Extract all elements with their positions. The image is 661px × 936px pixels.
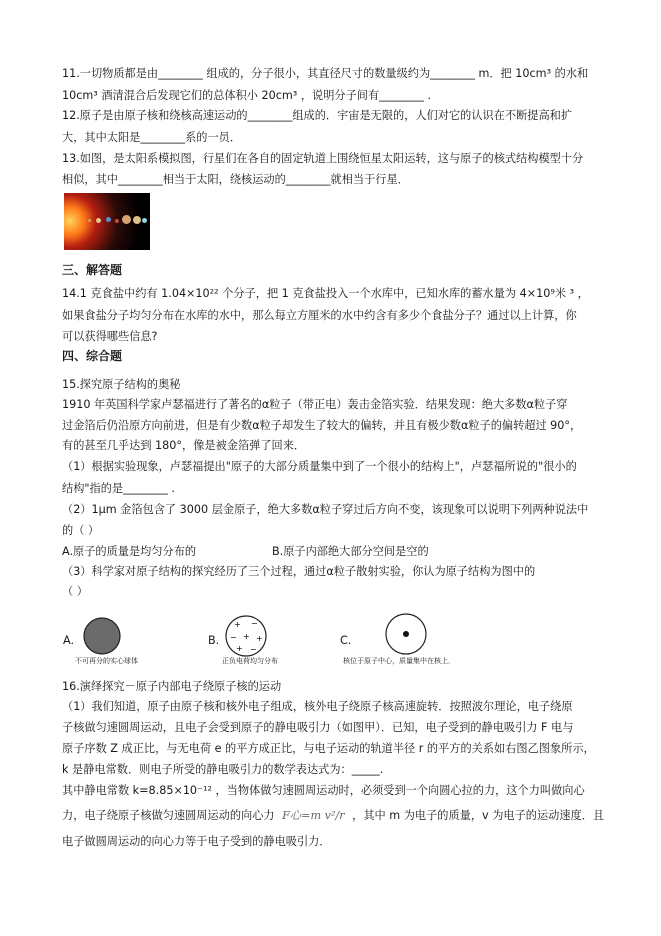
- q14-line2: 如果食盐分子均匀分布在水库的水中，那么每立方厘米的水中约含有多少个食盐分子？通过以上计算，你: [62, 309, 577, 322]
- planet: [96, 218, 101, 223]
- nuclear-model: [384, 612, 428, 656]
- svg-text:+: +: [243, 632, 250, 641]
- q15-option-b: B.原子内部绝大部分空间是空的: [272, 545, 429, 558]
- q16-line2: 子核做匀速圆周运动，且电子会受到原子的静电吸引力（如图甲）．已知，电子受到的静电吸引力 F 电与: [62, 721, 574, 734]
- q12-line2: 大，其中太阳是________系的一员．: [62, 131, 242, 144]
- q14-line3: 可以获得哪些信息?: [62, 330, 158, 343]
- planet: [133, 216, 141, 224]
- solar-system-image: [64, 193, 150, 250]
- q15-title: 15.探究原子结构的奥秘: [62, 378, 181, 391]
- q15-sub1-b: 结构"指的是________ .: [62, 482, 175, 495]
- centripetal-force-formula: F心=m v²/r: [282, 809, 345, 822]
- fig-c-label: C.: [340, 634, 352, 647]
- fig-b-caption: 正负电荷均匀分布: [222, 657, 278, 665]
- fig-c-caption: 核位于原子中心，质量集中在核上．: [343, 657, 455, 665]
- fig-b-label: B.: [208, 634, 220, 647]
- q15-para-2: 过金箔后仍沿原方向前进，但是有少数α粒子却发生了较大的偏转，并且有极少数α粒子的偏转超过 90°，: [62, 419, 582, 432]
- section-3-heading: 三、解答题: [62, 263, 123, 277]
- q15-sub2-a: （2）1μm 金箔包含了 3000 层金原子，绝大多数α粒子穿过后方向不变，该现象可以说明下列两种说法中: [62, 503, 589, 516]
- section-4-heading: 四、综合题: [62, 349, 123, 363]
- q15-sub1-a: （1）根据实验现象，卢瑟福提出"原子的大部分质量集中到了一个很小的结构上"，卢瑟福所说的"很小的: [62, 460, 577, 473]
- q15-para-1: 1910 年英国科学家卢瑟福进行了著名的α粒子（带正电）轰击金箔实验．结果发现：绝大多数α粒子穿: [62, 398, 568, 411]
- q11-line1: 11.一切物质都是由________ 组成的，分子很小，其直径尺寸的数量级约为________ m．把 10cm³ 的水和: [62, 67, 589, 80]
- planet: [106, 217, 111, 222]
- q14-line1: 14.1 克食盐中约有 1.04×10²² 个分子，把 1 克食盐投入一个水库中，已知水库的蓄水量为 4×10⁹米 ³ ，: [62, 287, 589, 300]
- q16-line6-end: ，其中 m 为电子的质量，v 为电子的运动速度．且: [352, 809, 605, 822]
- q13-line2: 相似，其中________相当于太阳，绕核运动的________就相当于行星．: [62, 173, 409, 186]
- svg-text:+: +: [236, 644, 243, 653]
- q16-line1: （1）我们知道，原子由原子核和核外电子组成，核外电子绕原子核高速旋转．按照波尔理论，电子绕原: [62, 700, 573, 713]
- planet: [88, 219, 91, 222]
- q13-line1: 13.如图，是太阳系模拟图，行星们在各自的固定轨道上围绕恒星太阳运转，这与原子的核式结构模型十分: [62, 152, 584, 165]
- q16-line3: 原子序数 Z 成正比，与无电荷 e 的平方成正比，与电子运动的轨道半径 r 的平方的关系如右图乙图象所示，: [62, 742, 595, 755]
- svg-text:−: −: [230, 633, 237, 642]
- q16-line4: k 是静电常数．则电子所受的静电吸引力的数学表达式为：_____.: [62, 763, 384, 776]
- planet: [142, 218, 147, 223]
- svg-text:+: +: [256, 634, 263, 643]
- q15-option-a: A.原子的质量是均匀分布的: [62, 545, 197, 558]
- planet: [115, 219, 119, 223]
- q15-sub2-b: 的（ ）: [62, 524, 100, 537]
- q12-line1: 12.原子是由原子核和绕核高速运动的________组成的．宇宙是无限的，人们对它的认识在不断提高和扩: [62, 109, 573, 122]
- fig-a-label: A.: [63, 634, 75, 647]
- fig-a-caption: 不可再分的实心球体: [75, 657, 138, 665]
- q16-line5: 其中静电常数 k=8.85×10⁻¹² ，当物体做匀速圆周运动时，必须受到一个向圆心拉的力，这个力叫做向心: [62, 784, 585, 797]
- svg-text:−: −: [251, 619, 258, 628]
- q16-line7: 电子做圆周运动的向心力等于电子受到的静电吸引力．: [62, 835, 331, 848]
- q16-line6: [62, 808, 604, 823]
- q15-sub3-a: （3）科学家对原子结构的探究经历了三个过程，通过α粒子散射实验，你认为原子结构为图中的: [62, 565, 536, 578]
- q16-title: 16.演绎探究－原子内部电子绕原子核的运动: [62, 680, 282, 693]
- plum-pudding-model: [224, 614, 268, 658]
- svg-text:+: +: [234, 620, 241, 629]
- solid-sphere-model: [82, 616, 122, 656]
- svg-text:−: −: [250, 645, 257, 654]
- q15-sub3-b: （ ）: [62, 585, 88, 598]
- q11-line2: 10cm³ 酒清混合后发现它们的总体积小 20cm³ ，说明分子间有________ .: [62, 89, 432, 102]
- q16-line6-start: 力，电子绕原子核做匀速圆周运动的向心力: [62, 809, 275, 822]
- planet: [122, 215, 131, 224]
- q15-para-3: 有的甚至几乎达到 180°，像是被金箔弹了回来．: [62, 439, 306, 452]
